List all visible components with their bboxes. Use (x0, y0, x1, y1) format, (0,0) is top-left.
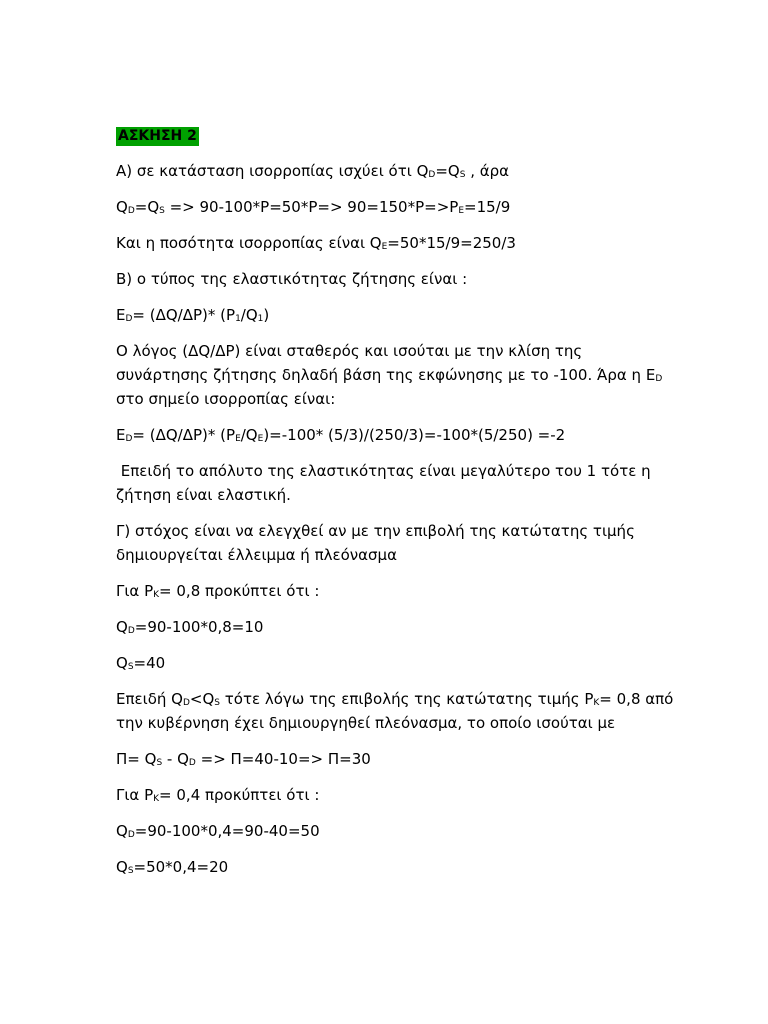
subscript: 1 (235, 314, 241, 324)
text-run: /Q (240, 306, 258, 324)
equation-qs-08 (116, 651, 676, 679)
paragraph-equilibrium-quantity (116, 231, 676, 259)
subscript: S (127, 662, 134, 672)
equation-elasticity-formula (116, 303, 676, 331)
paragraph-slope-line-1: Ο λόγος (ΔQ/ΔP) είναι σταθερός και ισούται με την κλίση της (116, 342, 583, 360)
text-run: =Q (134, 198, 160, 216)
text-run: , άρα (465, 162, 510, 180)
text-run: Επειδή Q (116, 690, 183, 708)
subscript: D (428, 170, 436, 180)
text-run: =40 (133, 654, 166, 672)
text-run: συνάρτησης ζήτησης δηλαδή βάση της εκφώνησης με το -100. Άρα η E (116, 366, 656, 384)
text-run: Για P (116, 582, 154, 600)
subscript: D (127, 626, 135, 636)
equation-qd-04 (116, 819, 676, 847)
text-run: =Q (435, 162, 460, 180)
subscript: D (125, 314, 133, 324)
subscript: S (459, 170, 466, 180)
text-run: E (116, 426, 126, 444)
subscript: D (125, 434, 133, 444)
text-run: ) (263, 306, 270, 324)
subscript: D (182, 698, 190, 708)
paragraph-elastic-line-1: Επειδή το απόλυτο της ελαστικότητας είναι μεγαλύτερο του 1 τότε η (116, 462, 651, 480)
subscript: S (156, 758, 163, 768)
paragraph-surplus-line-2: την κυβέρνηση έχει δημιουργηθεί πλεόνασμα, το οποίο ισούται με (116, 714, 616, 732)
subscript: S (214, 698, 220, 708)
text-run: Για P (116, 786, 154, 804)
subscript: E (257, 434, 264, 444)
text-run: E (116, 306, 126, 324)
subscript: K (593, 698, 600, 708)
text-run: = 0,8 προκύπτει ότι : (159, 582, 320, 600)
paragraph-goal-line-1: Γ) στόχος είναι να ελεγχθεί αν με την επιβολή της κατώτατης τιμής (116, 522, 635, 540)
subscript: D (127, 830, 135, 840)
paragraph-elastic-line-2: ζήτηση είναι ελαστική. (116, 486, 291, 504)
heading-highlight: ΑΣΚΗΣΗ 2 (118, 128, 197, 144)
text-run: =90-100*0,8=10 (134, 618, 264, 636)
text-run: =15/9 (464, 198, 511, 216)
equation-elasticity-value (116, 423, 676, 451)
paragraph-case-pk-08 (116, 579, 676, 607)
equation-qs-04 (116, 855, 676, 883)
subscript: E (458, 206, 464, 216)
equation-surplus (116, 747, 676, 775)
text-run: Π= Q (116, 750, 157, 768)
subscript: E (235, 434, 241, 444)
text-run: = (ΔQ/ΔP)* (P (132, 306, 236, 324)
equation-qd-08 (116, 615, 676, 643)
subscript: E (381, 242, 388, 252)
text-run: Q (116, 858, 128, 876)
subscript: K (153, 590, 160, 600)
equation-equilibrium-price (116, 195, 676, 223)
subscript: K (153, 794, 160, 804)
text-run: - Q (162, 750, 189, 768)
text-run: Α) σε κατάσταση ισορροπίας ισχύει ότι Q (116, 162, 429, 180)
subscript: S (159, 206, 165, 216)
exercise-heading (116, 123, 676, 148)
text-run: Q (116, 822, 128, 840)
text-run: = 0,8 από (599, 690, 674, 708)
text-run: = 0,4 προκύπτει ότι : (159, 786, 320, 804)
text-run: =90-100*0,4=90-40=50 (134, 822, 320, 840)
text-run: => 90-100*P=50*P=> 90=150*P=>P (164, 198, 459, 216)
subscript: S (127, 866, 134, 876)
subscript: D (127, 206, 135, 216)
text-run: Q (116, 618, 128, 636)
text-run: = (ΔQ/ΔP)* (P (132, 426, 236, 444)
text-run: Q (116, 654, 128, 672)
text-run: =50*15/9=250/3 (387, 234, 516, 252)
paragraph-equilibrium-condition (116, 159, 676, 187)
paragraph-elasticity-formula-intro: Β) ο τύπος της ελαστικότητας ζήτησης είναι : (116, 270, 468, 288)
text-run: Και η ποσότητα ισορροπίας είναι Q (116, 234, 382, 252)
text-run: <Q (189, 690, 215, 708)
paragraph-goal-line-2: δημιουργείται έλλειμμα ή πλεόνασμα (116, 546, 397, 564)
paragraph-slope-line-3: στο σημείο ισορροπίας είναι: (116, 390, 336, 408)
subscript: 1 (257, 314, 264, 324)
paragraph-case-pk-04 (116, 783, 676, 811)
text-run: =50*0,4=20 (133, 858, 229, 876)
text-run: Q (116, 198, 128, 216)
subscript: D (188, 758, 196, 768)
text-run: τότε λόγω της επιβολής της κατώτατης τιμής P (219, 690, 594, 708)
text-run: )=-100* (5/3)/(250/3)=-100*(5/250) =-2 (263, 426, 566, 444)
text-run: => Π=40-10=> Π=30 (195, 750, 371, 768)
subscript: D (655, 374, 663, 384)
text-run: /Q (240, 426, 258, 444)
